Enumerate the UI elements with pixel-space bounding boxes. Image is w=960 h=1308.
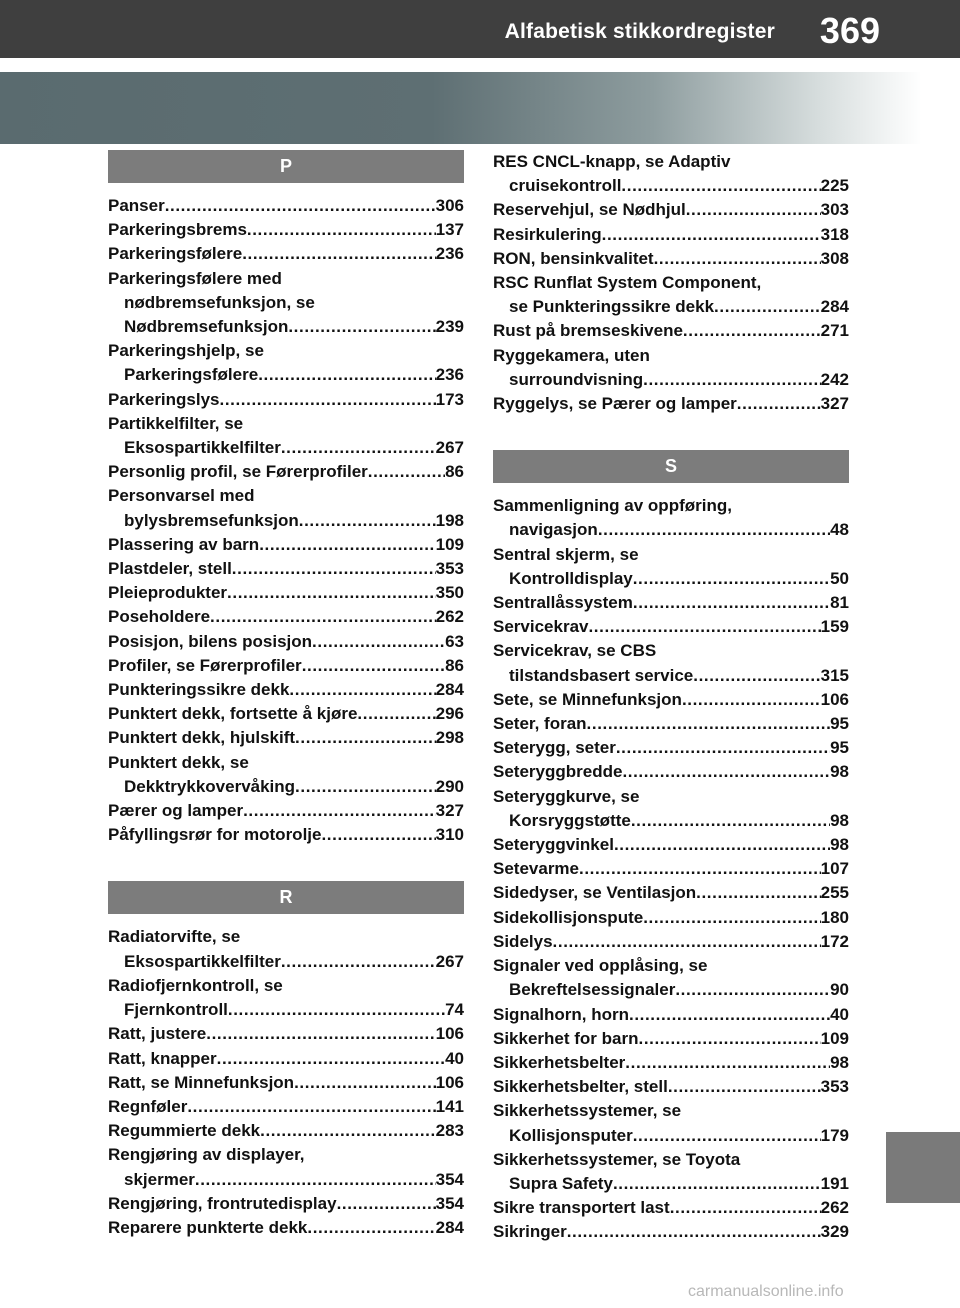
entry-page-number: 284 xyxy=(435,1217,464,1237)
entry-page-number: 137 xyxy=(435,220,464,240)
entry-page-number: 50 xyxy=(830,568,849,588)
index-entry xyxy=(493,247,849,271)
entry-term: Seterygg, seter xyxy=(493,738,616,758)
entry-term: Sete, se Minnefunksjon xyxy=(493,689,682,709)
entry-term: Seteryggvinkel xyxy=(493,835,614,855)
index-entry xyxy=(493,688,849,712)
entry-term: Regummierte dekk xyxy=(108,1121,261,1141)
dot-leader xyxy=(220,388,436,412)
index-entry xyxy=(108,533,464,557)
index-entry xyxy=(108,412,464,460)
dot-leader xyxy=(294,1071,436,1095)
index-entry xyxy=(108,194,464,218)
entry-term-continued: Eksospartikkelfilter xyxy=(124,951,281,971)
entries-r xyxy=(108,925,464,1240)
entry-page-number: 290 xyxy=(435,776,464,796)
index-entry xyxy=(493,591,849,615)
entry-term: Pærer og lamper xyxy=(108,801,244,821)
entry-page-number: 327 xyxy=(820,394,849,414)
dot-leader xyxy=(622,760,830,784)
index-entry xyxy=(493,930,849,954)
header-bar xyxy=(0,0,960,58)
entry-page-number: 172 xyxy=(820,931,849,951)
entry-page-number: 271 xyxy=(820,321,849,341)
dot-leader xyxy=(670,1196,821,1220)
entry-term-continued: navigasjon xyxy=(509,520,598,540)
index-entry xyxy=(108,925,464,973)
entry-term: Sidedyser, se Ventilasjon xyxy=(493,883,697,903)
index-entry xyxy=(493,1099,849,1147)
entry-term: Ryggelys, se Pærer og lamper xyxy=(493,394,737,414)
entry-page-number: 98 xyxy=(830,810,849,830)
entry-term-continued: Supra Safety xyxy=(509,1173,613,1193)
entry-term: Radiofjernkontroll, se xyxy=(108,975,283,995)
entry-term: Punkteringssikre dekk xyxy=(108,680,290,700)
entry-page-number: 354 xyxy=(435,1193,464,1213)
index-entry xyxy=(108,267,464,340)
entry-page-number: 63 xyxy=(445,631,464,651)
entry-page-number: 239 xyxy=(435,317,464,337)
dot-leader xyxy=(260,1119,436,1143)
index-entry xyxy=(108,678,464,702)
entry-page-number: 106 xyxy=(820,689,849,709)
dot-leader xyxy=(682,688,821,712)
entry-page-number: 98 xyxy=(830,762,849,782)
section-header-p: P xyxy=(108,150,464,183)
dot-leader xyxy=(668,1075,821,1099)
index-entry xyxy=(108,726,464,750)
index-entry xyxy=(493,954,849,1002)
entry-term: Rengjøring av displayer, xyxy=(108,1145,305,1165)
entry-term: Parkeringsfølere xyxy=(108,244,243,264)
entry-page-number: 327 xyxy=(435,801,464,821)
dot-leader xyxy=(247,218,436,242)
chapter-title: Alfabetisk stikkordregister xyxy=(504,20,775,43)
entry-term: Rust på bremseskivene xyxy=(493,321,683,341)
index-entry xyxy=(493,494,849,542)
dot-leader xyxy=(621,174,820,198)
entries-r-continued xyxy=(493,150,849,416)
entry-term: Sikkerhetssystemer, se Toyota xyxy=(493,1149,741,1169)
index-entry xyxy=(108,974,464,1022)
entry-page-number: 303 xyxy=(820,200,849,220)
entry-page-number: 86 xyxy=(445,462,464,482)
entry-page-number: 262 xyxy=(435,607,464,627)
entry-page-number: 350 xyxy=(435,583,464,603)
entry-term: Parkeringsbrems xyxy=(108,220,247,240)
entry-page-number: 106 xyxy=(435,1024,464,1044)
dot-leader xyxy=(553,930,821,954)
entry-term: Panser xyxy=(108,196,165,215)
index-entry xyxy=(493,906,849,930)
entry-term-continued: cruisekontroll xyxy=(509,176,622,196)
entry-term: Reparere punkterte dekk xyxy=(108,1217,308,1237)
index-entry xyxy=(493,319,849,343)
entry-term: Sikre transportert last xyxy=(493,1198,670,1218)
entry-term: Sidekollisjonspute xyxy=(493,907,644,927)
entry-page-number: 236 xyxy=(435,244,464,264)
entry-page-number: 40 xyxy=(445,1048,464,1068)
dot-leader xyxy=(737,392,821,416)
index-entry xyxy=(108,654,464,678)
index-entry xyxy=(108,339,464,387)
entry-page-number: 95 xyxy=(830,738,849,758)
dot-leader xyxy=(654,247,821,271)
index-entry xyxy=(108,484,464,532)
entry-page-number: 180 xyxy=(820,907,849,927)
entry-term-continued: Kollisjonsputer xyxy=(509,1125,633,1145)
index-entry xyxy=(108,557,464,581)
entry-term: Parkeringshjelp, se xyxy=(108,341,264,361)
index-entry xyxy=(493,785,849,833)
entry-page-number: 74 xyxy=(445,1000,464,1020)
dot-leader xyxy=(598,518,830,542)
index-entry xyxy=(108,799,464,823)
index-entry xyxy=(108,605,464,629)
entry-page-number: 353 xyxy=(820,1077,849,1097)
section-header-r: R xyxy=(108,881,464,914)
entry-page-number: 255 xyxy=(820,883,849,903)
index-column-right xyxy=(493,150,849,1245)
entry-page-number: 90 xyxy=(830,980,849,1000)
entry-term: Reservehjul, se Nødhjul xyxy=(493,200,686,220)
index-entry xyxy=(493,1003,849,1027)
dot-leader xyxy=(227,581,436,605)
dot-leader xyxy=(368,460,445,484)
index-entry xyxy=(108,1143,464,1191)
entry-term-continued: Eksospartikkelfilter xyxy=(124,438,281,458)
entry-term-continued: Nødbremsefunksjon xyxy=(124,317,289,337)
dot-leader xyxy=(633,591,830,615)
entry-term: Plastdeler, stell xyxy=(108,559,232,579)
entry-term: RSC Runflat System Component, xyxy=(493,273,762,293)
index-entry xyxy=(108,388,464,412)
entry-term: Sikkerhetsbelter xyxy=(493,1052,626,1072)
dot-leader xyxy=(217,1047,445,1071)
index-entry xyxy=(108,823,464,847)
entry-page-number: 40 xyxy=(830,1004,849,1024)
entry-term: Sikkerhetsbelter, stell xyxy=(493,1077,668,1097)
entry-term: Sikkerhetssystemer, se xyxy=(493,1101,682,1121)
decorative-gradient-band xyxy=(0,72,960,144)
dot-leader xyxy=(281,950,436,974)
index-entry xyxy=(108,242,464,266)
entry-term-continued: Kontrolldisplay xyxy=(509,568,633,588)
entry-term-continued: se Punkteringssikre dekk xyxy=(509,297,715,317)
dot-leader xyxy=(228,998,445,1022)
entries-s xyxy=(493,494,849,1244)
entry-term: Rengjøring, frontrutedisplay xyxy=(108,1193,337,1213)
index-entry xyxy=(108,1095,464,1119)
entry-term: Punktert dekk, se xyxy=(108,752,249,772)
entry-term: Posisjon, bilens posisjon xyxy=(108,631,313,651)
index-entry xyxy=(493,639,849,687)
index-entry xyxy=(108,1071,464,1095)
dot-leader xyxy=(683,319,821,343)
dot-leader xyxy=(307,1216,435,1240)
index-entry xyxy=(493,150,849,198)
entry-page-number: 98 xyxy=(830,835,849,855)
entry-term-continued: Parkeringsfølere xyxy=(124,365,259,385)
dot-leader xyxy=(587,712,831,736)
entry-term-continued: tilstandsbasert service xyxy=(509,665,694,685)
dot-leader xyxy=(686,198,821,222)
index-entry xyxy=(108,581,464,605)
watermark: carmanualsonline.info xyxy=(688,1283,844,1300)
entry-term: Servicekrav xyxy=(493,617,589,637)
index-entry xyxy=(108,1216,464,1240)
entry-term: Sikkerhet for barn xyxy=(493,1028,639,1048)
entry-term-continued: surroundvisning xyxy=(509,369,644,389)
dot-leader xyxy=(616,736,830,760)
entry-page-number: 267 xyxy=(435,438,464,458)
index-entry xyxy=(108,460,464,484)
entry-page-number: 353 xyxy=(435,559,464,579)
page-number: 369 xyxy=(819,10,880,51)
entry-term-continued: Fjernkontroll xyxy=(124,1000,228,1020)
dot-leader xyxy=(281,436,436,460)
entry-term: Plassering av barn xyxy=(108,534,260,554)
index-entry xyxy=(493,1027,849,1051)
entry-term: Setevarme xyxy=(493,859,580,879)
dot-leader xyxy=(258,363,435,387)
dot-leader xyxy=(321,823,435,847)
entry-term: Seteryggkurve, se xyxy=(493,786,640,806)
entry-term: Ratt, justere xyxy=(108,1024,207,1044)
entry-page-number: 159 xyxy=(820,617,849,637)
dot-leader xyxy=(696,881,820,905)
entry-page-number: 306 xyxy=(435,196,464,215)
index-entry xyxy=(108,1022,464,1046)
dot-leader xyxy=(288,315,435,339)
dot-leader xyxy=(232,557,436,581)
entry-page-number: 107 xyxy=(820,859,849,879)
dot-leader xyxy=(295,775,436,799)
dot-leader xyxy=(643,368,821,392)
index-entry xyxy=(108,218,464,242)
entry-page-number: 198 xyxy=(435,510,464,530)
index-entry xyxy=(493,344,849,392)
dot-leader xyxy=(295,726,436,750)
entry-page-number: 296 xyxy=(435,704,464,724)
index-entry xyxy=(108,702,464,726)
entry-page-number: 283 xyxy=(435,1121,464,1141)
entry-term-continued: nødbremsefunksjon, se xyxy=(124,292,315,312)
entry-term-continued: Dekktrykkovervåking xyxy=(124,776,296,796)
dot-leader xyxy=(302,654,445,678)
index-entry xyxy=(493,198,849,222)
entry-term: Poseholdere xyxy=(108,607,211,627)
entry-term: Sikringer xyxy=(493,1222,567,1242)
index-entry xyxy=(493,615,849,639)
entry-term: Pleieprodukter xyxy=(108,583,228,603)
index-entry xyxy=(493,881,849,905)
dot-leader xyxy=(299,509,436,533)
entry-term: Partikkelfilter, se xyxy=(108,413,244,433)
entry-term: Seteryggbredde xyxy=(493,762,623,782)
index-entry xyxy=(493,1075,849,1099)
entry-page-number: 173 xyxy=(435,389,464,409)
dot-leader xyxy=(588,615,820,639)
dot-leader xyxy=(243,799,436,823)
dot-leader xyxy=(259,533,435,557)
dot-leader xyxy=(567,1220,821,1244)
entry-page-number: 329 xyxy=(820,1222,849,1242)
entry-page-number: 262 xyxy=(820,1198,849,1218)
entry-page-number: 284 xyxy=(435,680,464,700)
entry-term-continued: Bekreftelsessignaler xyxy=(509,980,676,1000)
entry-page-number: 236 xyxy=(435,365,464,385)
dot-leader xyxy=(693,664,820,688)
entry-term: Parkeringslys xyxy=(108,389,220,409)
entry-term: Ryggekamera, uten xyxy=(493,345,650,365)
dot-leader xyxy=(337,1192,436,1216)
entry-page-number: 48 xyxy=(830,520,849,540)
entry-term: Sentrallåssystem xyxy=(493,593,633,613)
index-entry xyxy=(493,857,849,881)
entry-term: Ratt, se Minnefunksjon xyxy=(108,1072,295,1092)
entry-page-number: 242 xyxy=(820,369,849,389)
entries-p xyxy=(108,194,464,847)
entry-term: Personlig profil, se Førerprofiler xyxy=(108,462,368,482)
index-entry xyxy=(108,1119,464,1143)
entry-term: Påfyllingsrør for motorolje xyxy=(108,825,322,845)
dot-leader xyxy=(210,605,436,629)
entry-page-number: 141 xyxy=(435,1096,464,1116)
dot-leader xyxy=(631,809,830,833)
entry-term: RES CNCL-knapp, se Adaptiv xyxy=(493,152,731,171)
entry-term: Seter, foran xyxy=(493,714,587,734)
entry-term: Personvarsel med xyxy=(108,486,255,506)
entry-term: Regnføler xyxy=(108,1096,188,1116)
index-entry xyxy=(493,543,849,591)
entry-term: Punktert dekk, hjulskift xyxy=(108,728,296,748)
index-entry xyxy=(493,736,849,760)
dot-leader xyxy=(195,1168,436,1192)
index-entry xyxy=(108,630,464,654)
dot-leader xyxy=(602,223,821,247)
dot-leader xyxy=(187,1095,435,1119)
dot-leader xyxy=(579,857,821,881)
entry-page-number: 179 xyxy=(820,1125,849,1145)
entry-term: Parkeringsfølere med xyxy=(108,268,282,288)
dot-leader xyxy=(165,194,436,218)
index-column-left xyxy=(108,150,464,1240)
index-entry xyxy=(493,1220,849,1244)
entry-page-number: 98 xyxy=(830,1052,849,1072)
dot-leader xyxy=(714,295,821,319)
dot-leader xyxy=(357,702,435,726)
index-entry xyxy=(493,760,849,784)
entry-page-number: 191 xyxy=(820,1173,849,1193)
dot-leader xyxy=(206,1022,435,1046)
entry-term: Servicekrav, se CBS xyxy=(493,641,657,661)
entry-term: Resirkulering xyxy=(493,224,602,244)
entry-page-number: 109 xyxy=(435,534,464,554)
entry-term: Sammenligning av oppføring, xyxy=(493,496,732,516)
index-entry xyxy=(108,1192,464,1216)
index-entry xyxy=(493,833,849,857)
entry-term: Punktert dekk, fortsette å kjøre xyxy=(108,704,358,724)
entry-page-number: 106 xyxy=(435,1072,464,1092)
dot-leader xyxy=(625,1051,830,1075)
chapter-thumb-tab xyxy=(886,1132,960,1203)
entry-term-continued: Korsryggstøtte xyxy=(509,810,631,830)
entry-page-number: 86 xyxy=(445,655,464,675)
entry-page-number: 267 xyxy=(435,951,464,971)
entry-page-number: 318 xyxy=(820,224,849,244)
dot-leader xyxy=(675,978,830,1002)
index-entry xyxy=(493,1196,849,1220)
index-entry xyxy=(493,223,849,247)
dot-leader xyxy=(312,630,445,654)
entry-page-number: 310 xyxy=(435,825,464,845)
index-entry xyxy=(108,751,464,799)
entry-page-number: 109 xyxy=(820,1028,849,1048)
section-header-s: S xyxy=(493,450,849,483)
entry-term: Sidelys xyxy=(493,931,553,951)
entry-term-continued: bylysbremsefunksjon xyxy=(124,510,299,530)
entry-page-number: 81 xyxy=(830,593,849,613)
entry-term: Signaler ved opplåsing, se xyxy=(493,956,708,976)
dot-leader xyxy=(242,242,435,266)
dot-leader xyxy=(613,1172,821,1196)
dot-leader xyxy=(633,1124,821,1148)
entry-page-number: 315 xyxy=(820,665,849,685)
dot-leader xyxy=(289,678,435,702)
dot-leader xyxy=(639,1027,821,1051)
index-entry xyxy=(493,271,849,319)
entry-term: RON, bensinkvalitet xyxy=(493,248,654,268)
dot-leader xyxy=(633,567,830,591)
entry-term: Radiatorvifte, se xyxy=(108,927,241,947)
entry-page-number: 298 xyxy=(435,728,464,748)
entry-page-number: 308 xyxy=(820,248,849,268)
entry-term: Profiler, se Førerprofiler xyxy=(108,655,302,675)
index-entry xyxy=(493,1148,849,1196)
dot-leader xyxy=(614,833,830,857)
index-entry xyxy=(108,1047,464,1071)
entry-page-number: 284 xyxy=(820,297,849,317)
dot-leader xyxy=(643,906,820,930)
index-entry xyxy=(493,1051,849,1075)
entry-term: Sentral skjerm, se xyxy=(493,544,639,564)
entry-page-number: 354 xyxy=(435,1169,464,1189)
index-entry xyxy=(493,392,849,416)
index-entry xyxy=(493,712,849,736)
entry-page-number: 225 xyxy=(820,176,849,196)
entry-page-number: 95 xyxy=(830,714,849,734)
entry-term: Ratt, knapper xyxy=(108,1048,217,1068)
dot-leader xyxy=(629,1003,830,1027)
entry-term-continued: skjermer xyxy=(124,1169,195,1189)
entry-term: Signalhorn, horn xyxy=(493,1004,629,1024)
